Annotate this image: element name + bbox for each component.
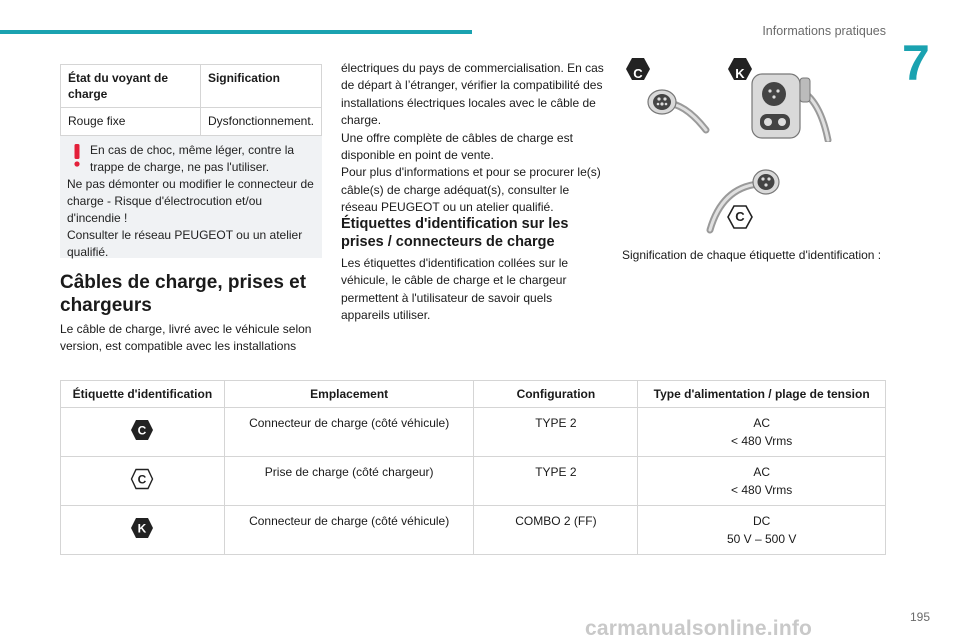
charge-status-table	[60, 64, 322, 136]
table-cell: COMBO 2 (FF)	[474, 506, 638, 555]
identification-table	[60, 380, 886, 555]
watermark: carmanualsonline.info	[585, 617, 813, 640]
table-row	[61, 506, 886, 555]
warning-line: Consulter le réseau PEUGEOT ou un atelier qualifié.	[67, 228, 303, 260]
hexagon-badge-icon	[130, 517, 154, 539]
paragraph: Une offre complète de câbles de charge est disponible en point de vente.	[341, 130, 573, 162]
connector-c-charger-illustration	[700, 164, 790, 240]
table-cell	[638, 506, 886, 555]
table-cell	[61, 506, 225, 555]
table-row	[61, 108, 322, 135]
labels-heading: Étiquettes d'identification sur les prises / connecteurs de charge	[341, 216, 569, 251]
warning-line: En cas de choc, même léger, contre la trappe de charge, ne pas l'utiliser.	[90, 143, 295, 175]
cables-intro: Le câble de charge, livré avec le véhicule selon version, est compatible avec les installations	[60, 322, 312, 354]
badge-letter: K	[138, 521, 147, 536]
labels-caption: Signification de chaque étiquette d'identification :	[622, 248, 882, 262]
label-badge-filled	[130, 517, 154, 544]
warning-line: Ne pas démonter ou modifier le connecteur de charge - Risque d'électrocution et/ou d'incendie !	[67, 177, 314, 226]
table-header-cell: Signification	[200, 65, 321, 108]
voltage-range: < 480 Vrms	[731, 483, 793, 497]
header-accent-bar	[0, 30, 472, 34]
table-cell: TYPE 2	[474, 457, 638, 506]
power-type: DC	[752, 514, 771, 528]
table-cell	[638, 457, 886, 506]
hexagon-outline-badge-icon	[130, 468, 154, 490]
paragraph: Pour plus d'informations et pour se procurer le(s) câble(s) de charge adéquat(s), consulter le réseau PEUGEOT ou un atelier qualifié.	[341, 165, 601, 215]
table-header-cell: Étiquette d'identification	[61, 381, 225, 408]
table-cell: Connecteur de charge (côté véhicule)	[224, 506, 474, 555]
table-cell: Prise de charge (côté chargeur)	[224, 457, 474, 506]
badge-letter: C	[138, 472, 147, 487]
table-row	[61, 457, 886, 506]
voltage-range: 50 V – 500 V	[726, 532, 797, 546]
table-row	[61, 408, 886, 457]
power-type: AC	[753, 465, 770, 479]
paragraph: électriques du pays de commercialisation. En cas de départ à l’étranger, vérifier la compatibilité des installations électriques locales avec le câble de charge.	[341, 61, 604, 128]
warning-box	[60, 136, 322, 258]
chapter-number: 7	[902, 35, 930, 91]
badge-label: C	[735, 209, 745, 224]
cables-continuation	[341, 60, 607, 217]
table-header-cell: Configuration	[474, 381, 638, 408]
badge-label: K	[735, 66, 745, 81]
labels-text: Les étiquettes d'identification collées sur le véhicule, le câble de charge et le chargeur permettent à l'utilisateur de savoir quels appareils utiliser.	[341, 256, 569, 323]
page-number: 195	[909, 610, 930, 624]
table-cell	[61, 408, 225, 457]
table-cell	[61, 457, 225, 506]
table-header-cell: Type d'alimentation / plage de tension	[638, 381, 886, 408]
table-header-cell: Emplacement	[224, 381, 474, 408]
table-header-row	[61, 65, 322, 108]
label-badge-filled	[130, 419, 154, 446]
label-badge-outline	[130, 468, 154, 495]
badge-label: C	[633, 66, 643, 81]
table-cell	[638, 408, 886, 457]
hexagon-badge-icon	[130, 419, 154, 441]
table-cell: Rouge fixe	[61, 108, 201, 135]
table-header-row	[61, 381, 886, 408]
voltage-range: < 480 Vrms	[731, 434, 793, 448]
table-header-cell: État du voyant de charge	[61, 65, 201, 108]
table-cell: Connecteur de charge (côté véhicule)	[224, 408, 474, 457]
section-title: Informations pratiques	[762, 24, 886, 38]
exclamation-icon	[70, 142, 84, 168]
cables-heading: Câbles de charge, prises et chargeurs	[60, 272, 307, 317]
power-type: AC	[753, 416, 770, 430]
table-cell: Dysfonctionnement.	[200, 108, 321, 135]
table-cell: TYPE 2	[474, 408, 638, 457]
badge-letter: C	[138, 423, 147, 438]
